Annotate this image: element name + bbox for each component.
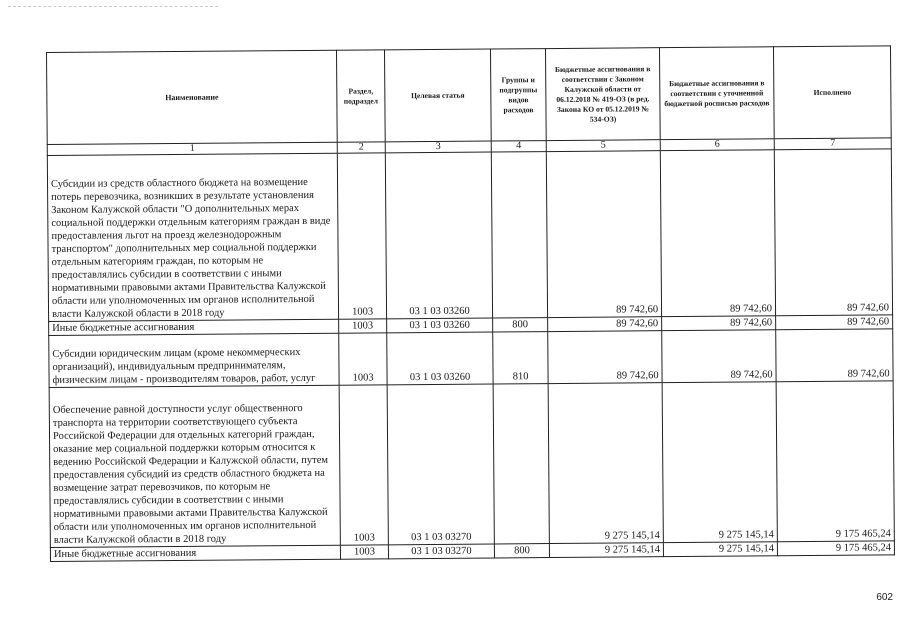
row-section: 1003 bbox=[339, 333, 387, 385]
row-refined-amount: 9 275 145,14 bbox=[663, 542, 777, 557]
header-executed: Исполнено bbox=[773, 46, 891, 139]
row-law-amount: 9 275 145,14 bbox=[549, 543, 663, 558]
row-law-amount: 89 742,60 bbox=[548, 317, 662, 332]
page-number: 602 bbox=[876, 592, 893, 603]
row-executed-amount: 9 175 465,24 bbox=[777, 541, 894, 556]
row-group bbox=[493, 384, 549, 544]
row-group: 810 bbox=[493, 332, 548, 384]
budget-table bbox=[46, 45, 895, 562]
column-number: 5 bbox=[546, 140, 660, 152]
row-group: 800 bbox=[494, 544, 549, 558]
header-refined: Бюджетные ассигнования в соответствии с уточненной бюджетной росписью расходов bbox=[659, 47, 774, 140]
column-number: 2 bbox=[337, 142, 385, 153]
row-group: 800 bbox=[493, 318, 548, 332]
table-row bbox=[47, 149, 892, 322]
row-target: 03 1 03 03260 bbox=[387, 318, 493, 333]
row-name: Субсидии юридическим лицам (кроме некоммерческих организаций), индивидуальным предпринимателям, физическим лицам - производителям товаров, работ, услуг bbox=[49, 333, 339, 387]
row-target: 03 1 03 03260 bbox=[385, 152, 492, 319]
row-refined-amount: 89 742,60 bbox=[662, 330, 776, 383]
column-number: 1 bbox=[47, 142, 337, 155]
row-executed-amount: 89 742,60 bbox=[774, 149, 892, 316]
row-refined-amount: 9 275 145,14 bbox=[662, 382, 777, 543]
row-section: 1003 bbox=[337, 153, 386, 319]
header-section: Раздел, подраздел bbox=[336, 50, 385, 142]
column-number: 3 bbox=[385, 141, 491, 153]
row-name: Обеспечение равной доступности услуг общественного транспорта на территории соответствующего субъекта Российской Федерации для отдельных категорий граждан, оказание мер социальной поддержки которым относится к ведению Российской Федерации и Калужской области, путем предоставления субсидий из средств областного бюджета на возмещение затрат перевозчиков, по которым не предоставлялись субсидии в соответствии с иными нормативными правовыми актами Правительства Калужской области или уполномоченных им органов исполнительной власти Калужской области в 2018 году bbox=[49, 385, 340, 547]
row-executed-amount: 89 742,60 bbox=[776, 329, 893, 382]
row-law-amount: 9 275 145,14 bbox=[548, 383, 663, 544]
table-row bbox=[49, 381, 894, 548]
header-law: Бюджетные ассигнования в соответствии с Законом Калужской области от 06.12.2018 № 419-ОЗ (в ред. Закона КО от 05.12.2019 № 534-ОЗ) bbox=[545, 48, 660, 141]
row-refined-amount: 89 742,60 bbox=[662, 316, 776, 331]
row-target: 03 1 03 03270 bbox=[387, 384, 494, 545]
row-refined-amount: 89 742,60 bbox=[660, 150, 775, 317]
row-name: Иные бюджетные ассигнования bbox=[50, 545, 340, 561]
row-section: 1003 bbox=[339, 385, 388, 545]
column-number: 7 bbox=[774, 138, 891, 150]
row-law-amount: 89 742,60 bbox=[548, 331, 662, 384]
header-name: Наименование bbox=[47, 50, 338, 144]
column-number: 6 bbox=[660, 139, 774, 151]
row-section: 1003 bbox=[340, 545, 388, 559]
table-header-row bbox=[47, 46, 892, 145]
row-group bbox=[491, 152, 547, 318]
row-name: Субсидии из средств областного бюджета на возмещение потерь перевозчика, возникших в результате установления Законом Калужской области "О дополнительных мерах социальной поддержки отдельным категориям граждан в виде предоставления льгот на проезд железнодорожным транспортом" дополнительных мер социальной поддержки отдельным категориям граждан, по которым не предоставлялись субсидии в соответствии с иными нормативными правовыми актами Правительства Калужской области или уполномоченных им органов исполнительной власти Калужской области в 2018 году bbox=[47, 153, 338, 321]
row-section: 1003 bbox=[339, 319, 387, 333]
scan-artifact bbox=[8, 6, 218, 11]
row-executed-amount: 9 175 465,24 bbox=[776, 381, 894, 542]
header-groups: Группы и подгруппы видов расходов bbox=[490, 49, 546, 141]
row-executed-amount: 89 742,60 bbox=[776, 315, 893, 330]
header-target: Целевая статья bbox=[384, 49, 491, 142]
row-target: 03 1 03 03260 bbox=[387, 332, 493, 385]
table-row bbox=[49, 329, 893, 388]
row-law-amount: 89 742,60 bbox=[546, 151, 661, 318]
column-number: 4 bbox=[491, 141, 546, 152]
row-name: Иные бюджетные ассигнования bbox=[49, 319, 339, 335]
row-target: 03 1 03 03270 bbox=[388, 544, 494, 559]
